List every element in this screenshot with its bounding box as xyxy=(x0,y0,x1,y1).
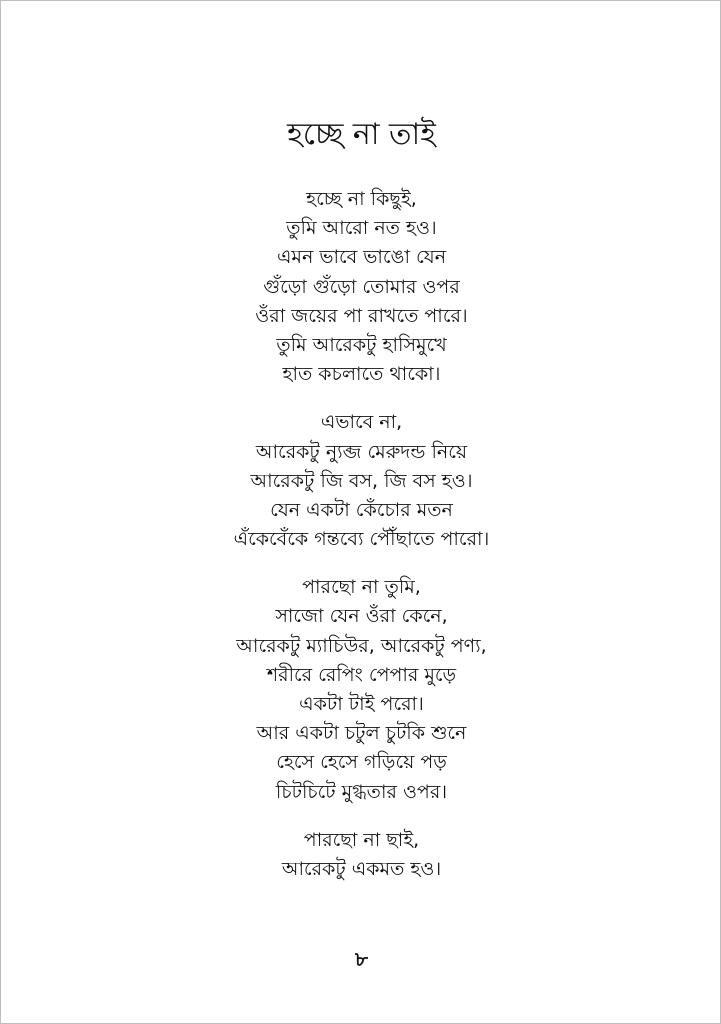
poem-line: পারছো না তুমি, xyxy=(302,576,421,599)
poem-line: আরেকটু ম্যাচিউর, আরেকটু পণ্য, xyxy=(236,634,487,657)
poem-line: এভাবে না, xyxy=(320,411,403,434)
poem-line: আরেকটু জি বস, জি বস হও। xyxy=(250,469,473,492)
poem-body xyxy=(1,185,721,903)
poem-line: সাজো যেন ওঁরা কেনে, xyxy=(275,605,448,628)
stanza-4 xyxy=(1,826,721,884)
poem-line: গুঁড়ো গুঁড়ো তোমার ওপর xyxy=(263,275,460,298)
poem-line: চিটচিটে মুগ্ধতার ওপর। xyxy=(275,780,448,803)
poem-line: হচ্ছে না কিছুই, xyxy=(306,188,417,210)
poem-line: একটা টাই পরো। xyxy=(299,693,424,715)
stanza-3 xyxy=(1,573,721,807)
poem-line: শরীরে রেপিং পেপার মুড়ে xyxy=(266,663,457,686)
poem-line: তুমি আরো নত হও। xyxy=(286,217,437,240)
poem-line: এঁকেবেঁকে গন্তব্যে পৌঁছাতে পারো। xyxy=(233,528,490,551)
poem-line: আরেকটু একমত হও। xyxy=(281,857,442,880)
poem-line: আর একটা চটুল চুটকি শুনে xyxy=(256,722,467,745)
poem-line: যেন একটা কেঁচোর মতন xyxy=(270,498,453,521)
poem-line: তুমি আরেকটু হাসিমুখে xyxy=(276,333,447,356)
poem-line: হাত কচলাতে থাকো। xyxy=(282,363,441,386)
poem-line: এমন ভাবে ভাঙো যেন xyxy=(276,246,447,269)
stanza-1 xyxy=(1,185,721,389)
poem-line: ওঁরা জয়ের পা রাখতে পারে। xyxy=(255,304,468,327)
stanza-2 xyxy=(1,408,721,554)
poem-line: আরেকটু ন্যুব্জ মেরুদন্ড নিয়ে xyxy=(255,440,468,463)
poem-title: হচ্ছে না তাই xyxy=(287,117,436,152)
page-number: ৮ xyxy=(355,947,368,971)
poem-line: পারছো না ছাই, xyxy=(303,828,420,851)
poem-line: হেসে হেসে গড়িয়ে পড় xyxy=(276,751,447,774)
